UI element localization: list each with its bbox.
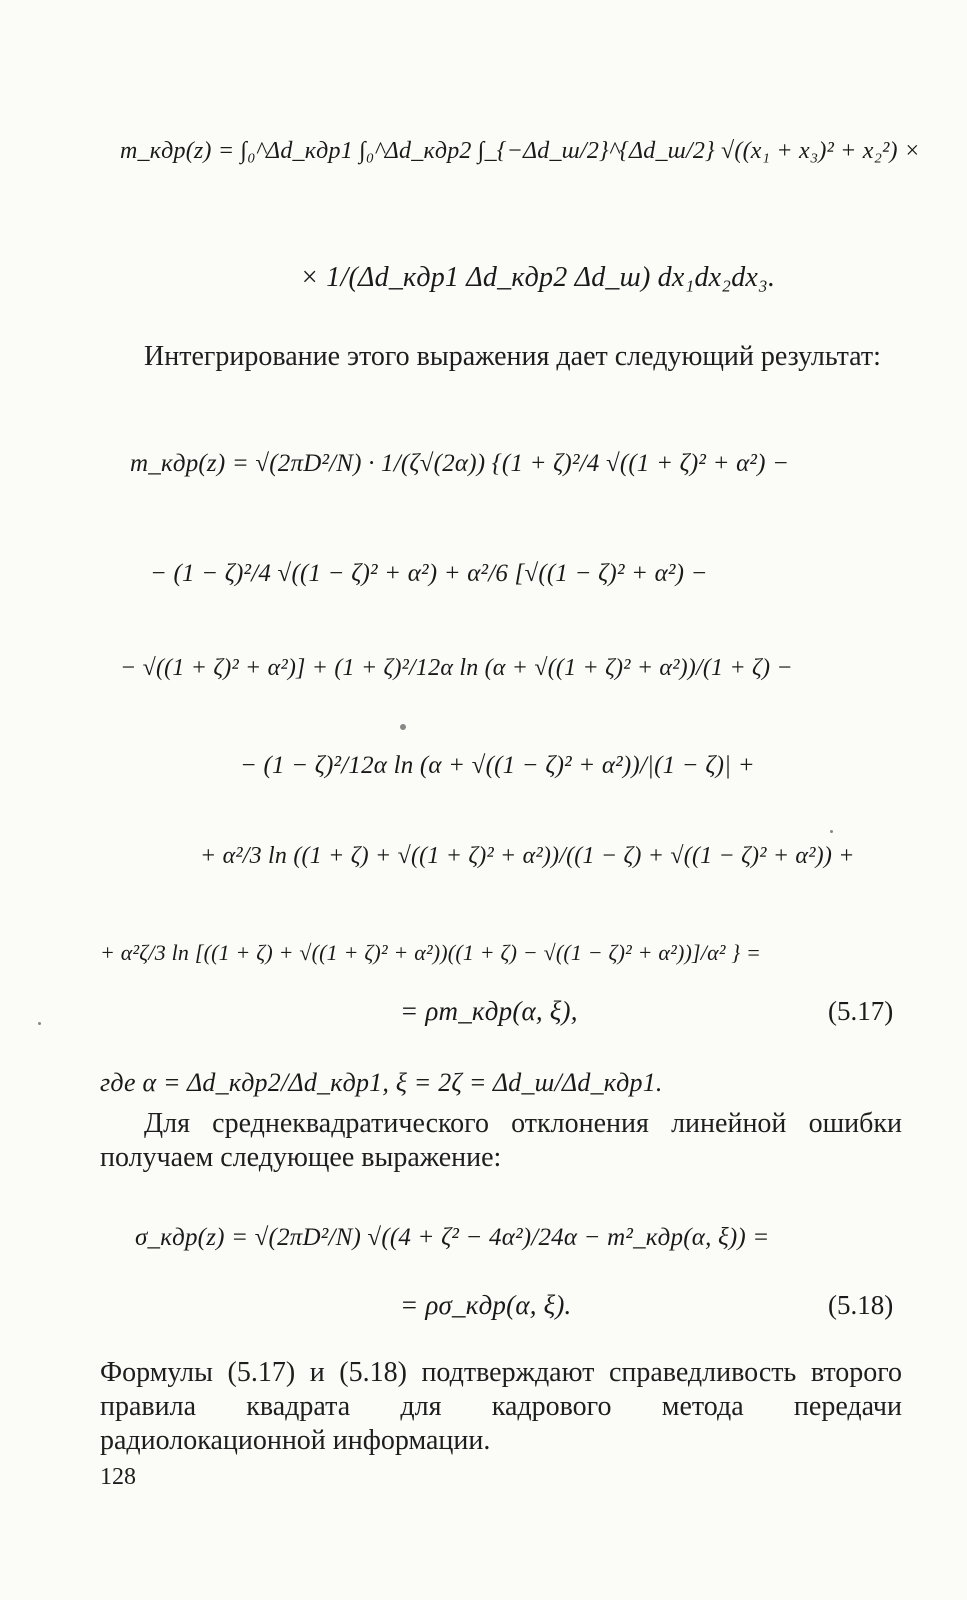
formula-5-17-line-2: − (1 − ζ)²/4 √((1 − ζ)² + α²) + α²/6 [√((1 − ζ)² + α²) − [150,560,708,587]
formula-5-17-line-6: + α²ζ/3 ln [((1 + ζ) + √((1 + ζ)² + α²))((1 + ζ) − √((1 − ζ)² + α²))]/α² } = [100,940,762,965]
formula-integral-line-1: m_кдр(z) = ∫₀^Δd_кдр1 ∫₀^Δd_кдр2 ∫_{−Δd_ш/2}^{Δd_ш/2} √((x₁ + x₃)² + x₂²) × [120,138,921,164]
scan-speck [830,830,833,833]
equation-number-5-17: (5.17) [828,996,894,1026]
paragraph-conclusion: Формулы (5.17) и (5.18) подтверждают справедливость второго правила квадрата для кадрового метода передачи радиолокационной информации. [100,1357,902,1456]
formula-integral-line-2: × 1/(Δd_кдр1 Δd_кдр2 Δd_ш) dx₁dx₂dx₃. [300,262,776,293]
formula-5-18-line-1: σ_кдр(z) = √(2πD²/N) √((4 + ζ² − 4α²)/24α − m²_кдр(α, ξ)) = [135,1224,770,1251]
formula-5-18-line-2: = ρσ_кдр(α, ξ). [400,1290,572,1320]
formula-5-17-line-7: = ρm_кдр(α, ξ), [400,996,578,1026]
paragraph-rms-deviation: Для среднеквадратического отклонения линейной ошибки получаем следующее выражение: [100,1108,902,1173]
formula-5-17-line-4: − (1 − ζ)²/12α ln (α + √((1 − ζ)² + α²))/|(1 − ζ)| + [240,752,755,779]
scan-speck [38,1022,41,1025]
equation-number-5-18: (5.18) [828,1290,894,1320]
page-number: 128 [100,1464,136,1490]
formula-5-17-line-1: m_кдр(z) = √(2πD²/N) · 1/(ζ√(2α)) {(1 + ζ)²/4 √((1 + ζ)² + α²) − [130,450,790,477]
where-definitions: где α = Δd_кдр2/Δd_кдр1, ξ = 2ζ = Δd_ш/Δd_кдр1. [100,1068,663,1097]
scan-speck [400,724,406,730]
paragraph-integration-result: Интегрирование этого выражения дает следующий результат: [144,341,881,372]
formula-5-17-line-3: − √((1 + ζ)² + α²)] + (1 + ζ)²/12α ln (α + √((1 + ζ)² + α²))/(1 + ζ) − [120,655,793,681]
formula-5-17-line-5: + α²/3 ln ((1 + ζ) + √((1 + ζ)² + α²))/((1 − ζ) + √((1 − ζ)² + α²)) + [200,843,855,869]
